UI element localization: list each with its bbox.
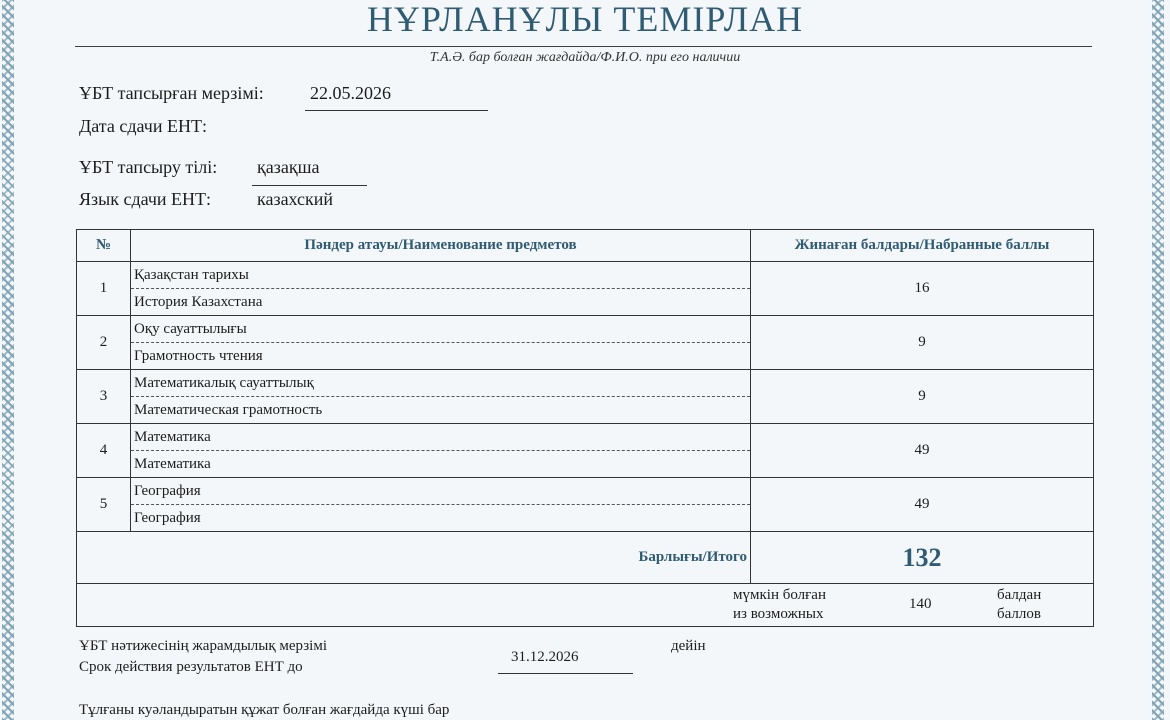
decorative-border-left (2, 0, 14, 720)
subject-score: 9 (751, 370, 1094, 424)
validity-date: 31.12.2026 (511, 649, 579, 665)
decorative-border-right (1152, 0, 1164, 720)
subject-score: 16 (751, 262, 1094, 316)
header-score: Жинаған балдары/Набранные баллы (751, 230, 1094, 262)
exam-language-label-kz: ҰБТ тапсыру тілі: (79, 157, 218, 177)
footer-note: Тұлғаны куәландыратын құжат болған жағдайда күші бар (79, 702, 450, 718)
row-number: 3 (77, 370, 131, 424)
table-row (77, 262, 1094, 316)
subject-score: 49 (751, 478, 1094, 532)
table-row (77, 424, 1094, 478)
row-number: 4 (77, 424, 131, 478)
table-row (77, 316, 1094, 370)
subject-cell (131, 370, 751, 424)
subject-name-ru: География (134, 510, 201, 526)
total-label: Барлығы/Итого (77, 532, 751, 584)
exam-language-value-kz: қазақша (257, 157, 320, 177)
subject-name-ru: История Казахстана (134, 294, 263, 310)
total-score: 132 (751, 532, 1094, 584)
exam-language-underline (252, 185, 367, 186)
subject-name-kz: Қазақстан тарихы (131, 262, 750, 289)
subject-name-ru: Математическая грамотность (134, 402, 323, 418)
exam-date-value: 22.05.2026 (310, 83, 391, 103)
possible-label-ru: из возможных (733, 606, 824, 622)
name-caption: Т.А.Ә. бар болған жағдайда/Ф.И.О. при его наличии (429, 50, 741, 65)
subject-cell (131, 316, 751, 370)
subject-name-kz: Математика (131, 424, 750, 451)
exam-language-label-ru: Язык сдачи ЕНТ: (79, 189, 212, 209)
possible-score: 140 (909, 596, 932, 612)
row-number: 1 (77, 262, 131, 316)
subject-name-kz: Математикалық сауаттылық (131, 370, 750, 397)
exam-date-label-kz: ҰБТ тапсырған мерзімі: (79, 83, 264, 103)
subject-name-kz: Оқу сауаттылығы (131, 316, 750, 343)
validity-suffix-kz: дейін (671, 638, 706, 654)
points-label-ru: баллов (997, 606, 1041, 622)
header-subject: Пәндер атауы/Наименование предметов (131, 230, 751, 262)
subject-score: 49 (751, 424, 1094, 478)
exam-date-underline (305, 110, 488, 111)
subject-name-ru: Грамотность чтения (134, 348, 263, 364)
subject-cell (131, 262, 751, 316)
subject-cell (131, 478, 751, 532)
subject-score: 9 (751, 316, 1094, 370)
subject-cell (131, 424, 751, 478)
exam-date-label-ru: Дата сдачи ЕНТ: (79, 116, 207, 136)
header-num: № (77, 230, 131, 262)
validity-underline (498, 673, 633, 674)
total-row (77, 532, 1094, 584)
validity-label-ru: Срок действия результатов ЕНТ до (79, 659, 303, 675)
subject-name-ru: Математика (134, 456, 211, 472)
row-number: 5 (77, 478, 131, 532)
table-row (77, 370, 1094, 424)
validity-label-kz: ҰБТ нәтижесінің жарамдылық мерзімі (79, 638, 327, 654)
scores-table (76, 229, 1094, 627)
possible-label-kz: мүмкін болған (733, 587, 826, 603)
row-number: 2 (77, 316, 131, 370)
subject-name-kz: География (131, 478, 750, 505)
table-row (77, 478, 1094, 532)
possible-row (77, 584, 1094, 627)
student-name: НҰРЛАНҰЛЫ ТЕМІРЛАН (366, 0, 804, 39)
points-label-kz: балдан (997, 587, 1042, 603)
name-underline (75, 46, 1092, 47)
exam-language-value-ru: казахский (257, 189, 334, 209)
